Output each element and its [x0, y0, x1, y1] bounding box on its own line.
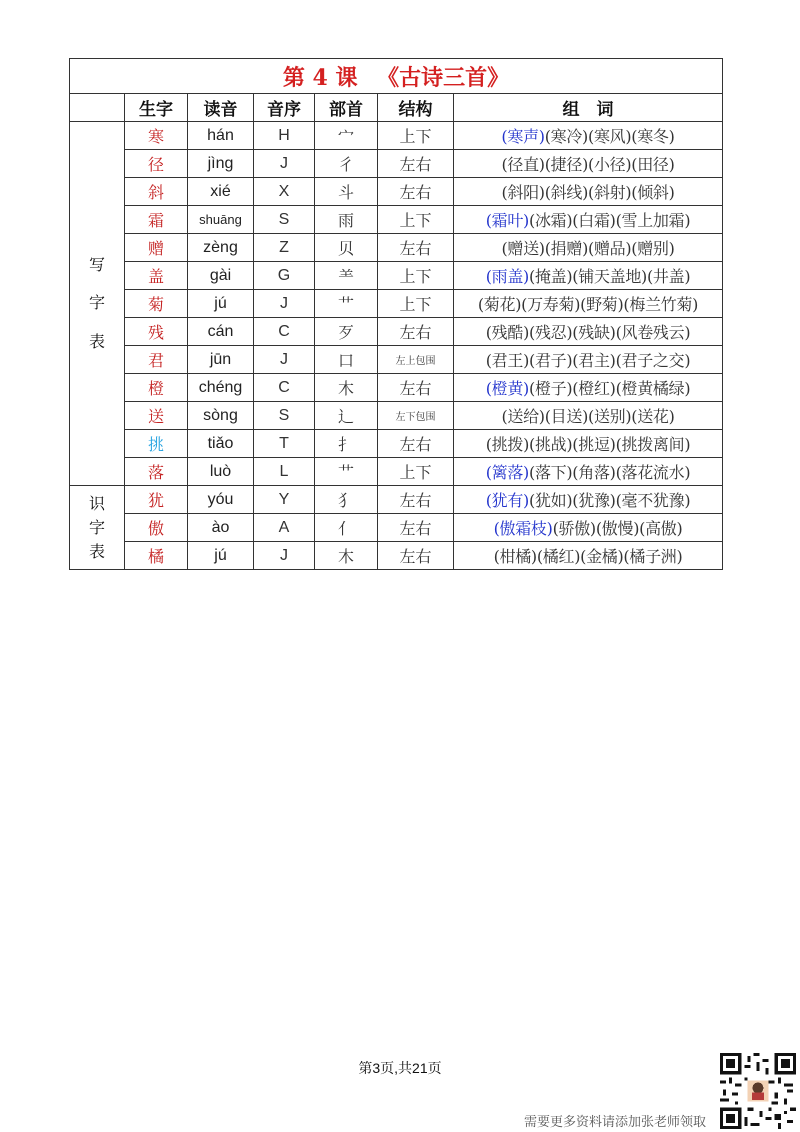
pinyin-cell: cán — [188, 318, 254, 346]
order-letter-cell: C — [254, 318, 315, 346]
char-cell: 君 — [125, 346, 188, 374]
words-cell — [454, 234, 723, 262]
header-char: 生字 — [125, 94, 188, 122]
structure-cell: 上下 — [378, 290, 454, 318]
words-list: (菊花)(万寿菊)(野菊)(梅兰竹菊) — [477, 295, 699, 314]
pinyin-cell: tiǎo — [188, 430, 254, 458]
table-row — [70, 122, 723, 150]
radical-cell: 雨 — [315, 206, 378, 234]
char-cell: 傲 — [125, 514, 188, 542]
char-cell: 挑 — [125, 430, 188, 458]
highlight-word: (雨盖) — [485, 267, 530, 286]
qr-code — [720, 1053, 796, 1129]
header-pinyin: 读音 — [188, 94, 254, 122]
lesson-title — [70, 59, 723, 94]
char-cell: 寒 — [125, 122, 188, 150]
header-order: 音序 — [254, 94, 315, 122]
order-letter-cell: T — [254, 430, 315, 458]
header-radical: 部首 — [315, 94, 378, 122]
radical-cell: 彳 — [315, 150, 378, 178]
char-cell: 赠 — [125, 234, 188, 262]
highlight-word: (犹有) — [485, 491, 530, 510]
order-letter-cell: L — [254, 458, 315, 486]
char-cell: 橘 — [125, 542, 188, 570]
radical-cell: ⺷ — [315, 262, 378, 290]
radical-cell: 亻 — [315, 514, 378, 542]
pinyin-cell: luò — [188, 458, 254, 486]
char-cell: 橙 — [125, 374, 188, 402]
pinyin-cell: ào — [188, 514, 254, 542]
radical-cell: 辶 — [315, 402, 378, 430]
header-structure: 结构 — [378, 94, 454, 122]
section-write-text: 写字表 — [88, 254, 105, 351]
words-list: (橙子)(橙红)(橙黄橘绿) — [529, 379, 691, 398]
words-cell — [454, 402, 723, 430]
table-row — [70, 542, 723, 570]
radical-cell: 木 — [315, 542, 378, 570]
table-row — [70, 206, 723, 234]
structure-cell: 上下 — [378, 262, 454, 290]
highlight-word: (傲霜枝) — [493, 519, 553, 538]
words-cell — [454, 318, 723, 346]
footer-note: 需要更多资料请添加张老师领取 — [523, 1115, 706, 1130]
words-list: (落下)(角落)(落花流水) — [529, 463, 691, 482]
header-words: 组 词 — [454, 94, 723, 122]
words-cell — [454, 430, 723, 458]
table-row — [70, 318, 723, 346]
table-row — [70, 290, 723, 318]
radical-cell: 口 — [315, 346, 378, 374]
section-recognize-label — [70, 486, 125, 570]
pinyin-cell: jìng — [188, 150, 254, 178]
char-cell: 送 — [125, 402, 188, 430]
words-list: (君王)(君子)(君主)(君子之交) — [485, 351, 691, 370]
highlight-word: (霜叶) — [485, 211, 530, 230]
structure-cell: 左右 — [378, 486, 454, 514]
char-cell: 残 — [125, 318, 188, 346]
words-cell — [454, 374, 723, 402]
order-letter-cell: H — [254, 122, 315, 150]
words-list: (掩盖)(铺天盖地)(井盖) — [529, 267, 691, 286]
table-row — [70, 402, 723, 430]
structure-cell: 左下包围 — [378, 402, 454, 430]
section-write-label — [70, 122, 125, 486]
table-row — [70, 458, 723, 486]
order-letter-cell: J — [254, 150, 315, 178]
char-cell: 盖 — [125, 262, 188, 290]
order-letter-cell: S — [254, 402, 315, 430]
structure-cell: 左右 — [378, 150, 454, 178]
table-row — [70, 178, 723, 206]
words-cell — [454, 346, 723, 374]
words-list: (柑橘)(橘红)(金橘)(橘子洲) — [493, 547, 683, 566]
words-cell — [454, 514, 723, 542]
char-cell: 落 — [125, 458, 188, 486]
words-cell — [454, 486, 723, 514]
words-list: (骄傲)(傲慢)(高傲) — [552, 519, 683, 538]
words-list: (径直)(捷径)(小径)(田径) — [501, 155, 675, 174]
words-list: (送给)(目送)(送别)(送花) — [501, 407, 675, 426]
header-blank — [70, 94, 125, 122]
words-list: (寒冷)(寒风)(寒冬) — [544, 127, 675, 146]
table-row — [70, 234, 723, 262]
section-recognize-text: 识字表 — [88, 493, 105, 561]
pinyin-cell: xié — [188, 178, 254, 206]
radical-cell: 贝 — [315, 234, 378, 262]
order-letter-cell: J — [254, 290, 315, 318]
pinyin-cell: jūn — [188, 346, 254, 374]
structure-cell: 上下 — [378, 458, 454, 486]
char-cell: 斜 — [125, 178, 188, 206]
pinyin-cell: jú — [188, 542, 254, 570]
order-letter-cell: Y — [254, 486, 315, 514]
char-cell: 霜 — [125, 206, 188, 234]
structure-cell: 左右 — [378, 178, 454, 206]
words-cell — [454, 122, 723, 150]
radical-cell: 斗 — [315, 178, 378, 206]
order-letter-cell: J — [254, 346, 315, 374]
structure-cell: 左右 — [378, 374, 454, 402]
pinyin-cell: hán — [188, 122, 254, 150]
radical-cell: 艹 — [315, 458, 378, 486]
highlight-word: (橙黄) — [485, 379, 530, 398]
order-letter-cell: C — [254, 374, 315, 402]
structure-cell: 上下 — [378, 206, 454, 234]
structure-cell: 左右 — [378, 234, 454, 262]
order-letter-cell: Z — [254, 234, 315, 262]
table-row — [70, 374, 723, 402]
radical-cell: 宀 — [315, 122, 378, 150]
words-list: (斜阳)(斜线)(斜射)(倾斜) — [501, 183, 675, 202]
table-row — [70, 346, 723, 374]
pinyin-cell: zèng — [188, 234, 254, 262]
order-letter-cell: X — [254, 178, 315, 206]
structure-cell: 左右 — [378, 514, 454, 542]
order-letter-cell: J — [254, 542, 315, 570]
highlight-word: (寒声) — [501, 127, 545, 146]
words-list: (残酷)(残忍)(残缺)(风卷残云) — [485, 323, 691, 342]
radical-cell: 歹 — [315, 318, 378, 346]
structure-cell: 左上包围 — [378, 346, 454, 374]
words-list: (挑拨)(挑战)(挑逗)(挑拨离间) — [485, 435, 691, 454]
radical-cell: 犭 — [315, 486, 378, 514]
table-row — [70, 150, 723, 178]
radical-cell: 扌 — [315, 430, 378, 458]
table-row — [70, 430, 723, 458]
pinyin-cell: sòng — [188, 402, 254, 430]
pinyin-cell: gài — [188, 262, 254, 290]
words-cell — [454, 206, 723, 234]
poem-title: 《古诗三首》 — [377, 64, 510, 91]
pinyin-cell: chéng — [188, 374, 254, 402]
char-cell: 菊 — [125, 290, 188, 318]
words-cell — [454, 542, 723, 570]
table-row — [70, 262, 723, 290]
words-cell — [454, 150, 723, 178]
highlight-word: (篱落) — [485, 463, 530, 482]
vocab-table — [69, 58, 723, 570]
char-cell: 径 — [125, 150, 188, 178]
order-letter-cell: S — [254, 206, 315, 234]
words-list: (赠送)(捐赠)(赠品)(赠别) — [501, 239, 675, 258]
order-letter-cell: A — [254, 514, 315, 542]
structure-cell: 左右 — [378, 542, 454, 570]
radical-cell: 木 — [315, 374, 378, 402]
structure-cell: 上下 — [378, 122, 454, 150]
table-row — [70, 514, 723, 542]
table-row — [70, 486, 723, 514]
words-cell — [454, 178, 723, 206]
header-row — [70, 94, 723, 122]
words-list: (犹如)(犹豫)(毫不犹豫) — [529, 491, 691, 510]
structure-cell: 左右 — [378, 318, 454, 346]
pinyin-cell: yóu — [188, 486, 254, 514]
pinyin-cell: shuāng — [188, 206, 254, 234]
structure-cell: 左右 — [378, 430, 454, 458]
words-cell — [454, 458, 723, 486]
lesson-number: 第 4 课 — [282, 64, 358, 91]
radical-cell: 艹 — [315, 290, 378, 318]
char-cell: 犹 — [125, 486, 188, 514]
page-number: 第3页,共21页 — [358, 1060, 442, 1076]
words-cell — [454, 262, 723, 290]
words-cell — [454, 290, 723, 318]
order-letter-cell: G — [254, 262, 315, 290]
pinyin-cell: jú — [188, 290, 254, 318]
words-list: (冰霜)(白霜)(雪上加霜) — [529, 211, 691, 230]
